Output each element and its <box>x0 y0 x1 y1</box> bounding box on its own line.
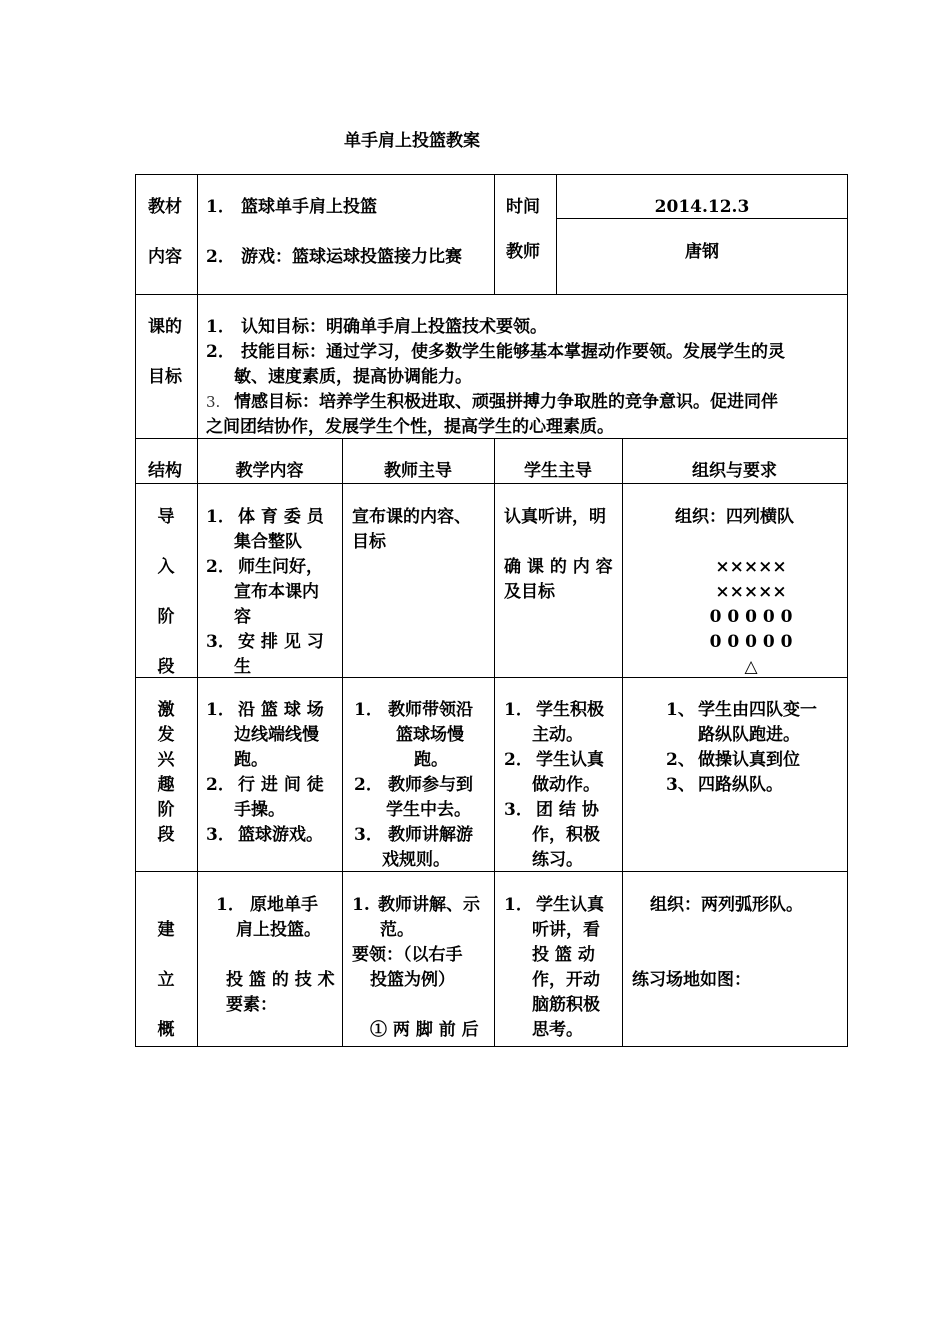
student-line: 学生认真 <box>536 750 604 770</box>
formation-row: ××××× <box>715 557 787 577</box>
stage-label-char: 阶 <box>157 607 175 627</box>
objective-line: 认知目标：明确单手肩上投篮技术要领。 <box>241 317 547 337</box>
content-line: 行 进 间 徒 <box>238 775 324 795</box>
content-num: 2． <box>206 557 235 577</box>
stage-label-char: 导 <box>157 507 175 527</box>
student-line: 认真听讲，明 <box>504 507 606 527</box>
material-item-num: 2． <box>206 247 235 267</box>
content-line: 篮球游戏。 <box>238 825 323 845</box>
material-label-1: 教材 <box>148 197 182 217</box>
student-line: 脑筋积极 <box>532 995 600 1015</box>
org-line: 做操认真到位 <box>698 750 800 770</box>
student-line: 确 课 的 内 容 <box>504 557 613 577</box>
material-label-2: 内容 <box>148 247 182 267</box>
student-num: 3． <box>504 800 533 820</box>
stage-label-char: 发 <box>157 725 175 745</box>
content-line: 手操。 <box>234 800 285 820</box>
material-item-num: 1． <box>206 197 235 217</box>
teacher-line: 戏规则。 <box>382 850 450 870</box>
formation-row: △ <box>744 657 758 677</box>
student-line: 及目标 <box>504 582 555 602</box>
student-line: 团 结 协 <box>536 800 599 820</box>
material-item-text: 游戏：篮球运球投篮接力比赛 <box>241 247 462 267</box>
org-line: 练习场地如图： <box>632 970 751 990</box>
teacher-line: ① 两 脚 前 后 <box>370 1020 479 1040</box>
rule-after-stage2 <box>135 871 848 872</box>
rule-bottom <box>135 1046 848 1047</box>
rule-after-header <box>135 294 848 295</box>
rule-col3 <box>494 438 495 1047</box>
rule-col1 <box>197 174 198 1047</box>
teacher-num: 1． <box>354 700 383 720</box>
objective-num: 3. <box>206 393 221 411</box>
rule-header-mid2 <box>556 174 557 295</box>
student-line: 作，开动 <box>532 970 600 990</box>
teacher-line: 宣布课的内容、 <box>352 507 471 527</box>
stage-label-char: 概 <box>157 1020 175 1040</box>
student-line: 主动。 <box>532 725 583 745</box>
org-num: 1、 <box>666 700 695 720</box>
org-line: 组织：两列弧形队。 <box>650 895 803 915</box>
content-line: 肩上投篮。 <box>236 920 321 940</box>
content-line: 师生问好， <box>238 557 323 577</box>
objective-line: 之间团结协作，发展学生个性，提高学生的心理素质。 <box>206 417 614 437</box>
objective-num: 2． <box>206 342 235 362</box>
teacher-line: 教师讲解游 <box>388 825 473 845</box>
material-item-text: 篮球单手肩上投篮 <box>241 197 377 217</box>
content-num: 3． <box>206 632 235 652</box>
teacher-line: 学生中去。 <box>386 800 471 820</box>
rule-header-mid <box>494 174 495 295</box>
objectives-label-2: 目标 <box>148 367 182 387</box>
stage-label-char: 建 <box>157 920 175 940</box>
org-num: 2、 <box>666 750 695 770</box>
teacher-line: 投篮为例） <box>370 970 455 990</box>
time-label: 时间 <box>506 197 540 217</box>
student-line: 做动作。 <box>532 775 600 795</box>
stage-label-char: 段 <box>157 657 175 677</box>
content-line: 原地单手 <box>250 895 318 915</box>
column-header: 结构 <box>148 461 182 481</box>
teacher-line: 篮球场慢 <box>396 725 464 745</box>
teacher-num: 2． <box>354 775 383 795</box>
student-num: 1． <box>504 700 533 720</box>
formation-row: 0 0 0 0 0 <box>709 607 793 627</box>
teacher-line: 跑。 <box>414 750 448 770</box>
org-line: 学生由四队变一 <box>698 700 817 720</box>
teacher-num: 1. <box>352 895 370 915</box>
stage-label-char: 激 <box>157 700 175 720</box>
student-line: 练习。 <box>532 850 583 870</box>
page-title: 单手肩上投篮教案 <box>344 131 480 151</box>
content-num: 2． <box>206 775 235 795</box>
stage-label-char: 立 <box>157 970 175 990</box>
column-header: 教学内容 <box>235 461 304 481</box>
teacher-line: 目标 <box>352 532 386 552</box>
student-line: 听讲，看 <box>532 920 600 940</box>
objective-line: 情感目标：培养学生积极进取、顽强拼搏力争取胜的竞争意识。促进同伴 <box>234 392 778 412</box>
formation-row: ××××× <box>715 582 787 602</box>
student-line: 作，积极 <box>532 825 600 845</box>
teacher-num: 3． <box>354 825 383 845</box>
content-num: 1． <box>206 507 235 527</box>
stage-label-char: 阶 <box>157 800 175 820</box>
org-line: 路纵队跑进。 <box>698 725 800 745</box>
rule-top <box>135 174 848 175</box>
content-line: 宣布本课内 <box>234 582 319 602</box>
student-line: 思考。 <box>532 1020 583 1040</box>
rule-col2 <box>342 438 343 1047</box>
content-line: 生 <box>234 657 251 677</box>
student-line: 学生积极 <box>536 700 604 720</box>
teacher-line: 范。 <box>380 920 414 940</box>
content-line: 体 育 委 员 <box>238 507 324 527</box>
content-line: 要素： <box>226 995 277 1015</box>
objective-line: 敏、速度素质，提高协调能力。 <box>234 367 472 387</box>
teacher-value: 唐钢 <box>685 242 719 262</box>
time-value: 2014.12.3 <box>654 197 750 217</box>
objective-num: 1． <box>206 317 235 337</box>
content-line: 投 篮 的 技 术 <box>226 970 335 990</box>
column-header: 学生主导 <box>524 461 592 481</box>
stage-label-char: 入 <box>157 557 175 577</box>
column-header: 教师主导 <box>384 461 452 481</box>
content-line: 容 <box>234 607 251 627</box>
teacher-line: 教师讲解、示 <box>378 895 480 915</box>
teacher-line: 教师参与到 <box>388 775 473 795</box>
content-line: 沿 篮 球 场 <box>238 700 324 720</box>
student-num: 2． <box>504 750 533 770</box>
student-num: 1． <box>504 895 533 915</box>
content-num: 3． <box>206 825 235 845</box>
stage-label-char: 段 <box>157 825 175 845</box>
content-line: 跑。 <box>234 750 268 770</box>
org-title: 组织：四列横队 <box>675 507 794 527</box>
content-num: 1． <box>216 895 245 915</box>
column-header: 组织与要求 <box>692 461 777 481</box>
org-line: 四路纵队。 <box>698 775 783 795</box>
teacher-line: 要领：（以右手 <box>352 945 463 965</box>
teacher-label: 教师 <box>506 242 540 262</box>
content-num: 1． <box>206 700 235 720</box>
content-line: 集合整队 <box>234 532 302 552</box>
student-line: 投 篮 动 <box>532 945 595 965</box>
content-line: 安 排 见 习 <box>238 632 324 652</box>
teacher-line: 教师带领沿 <box>388 700 473 720</box>
org-num: 3、 <box>666 775 695 795</box>
stage-label-char: 兴 <box>157 750 175 770</box>
formation-row: 0 0 0 0 0 <box>709 632 793 652</box>
objectives-label-1: 课的 <box>148 317 182 337</box>
content-line: 边线端线慢 <box>234 725 319 745</box>
objective-line: 技能目标：通过学习，使多数学生能够基本掌握动作要领。发展学生的灵 <box>241 342 785 362</box>
stage-label-char: 趣 <box>157 775 175 795</box>
student-line: 学生认真 <box>536 895 604 915</box>
